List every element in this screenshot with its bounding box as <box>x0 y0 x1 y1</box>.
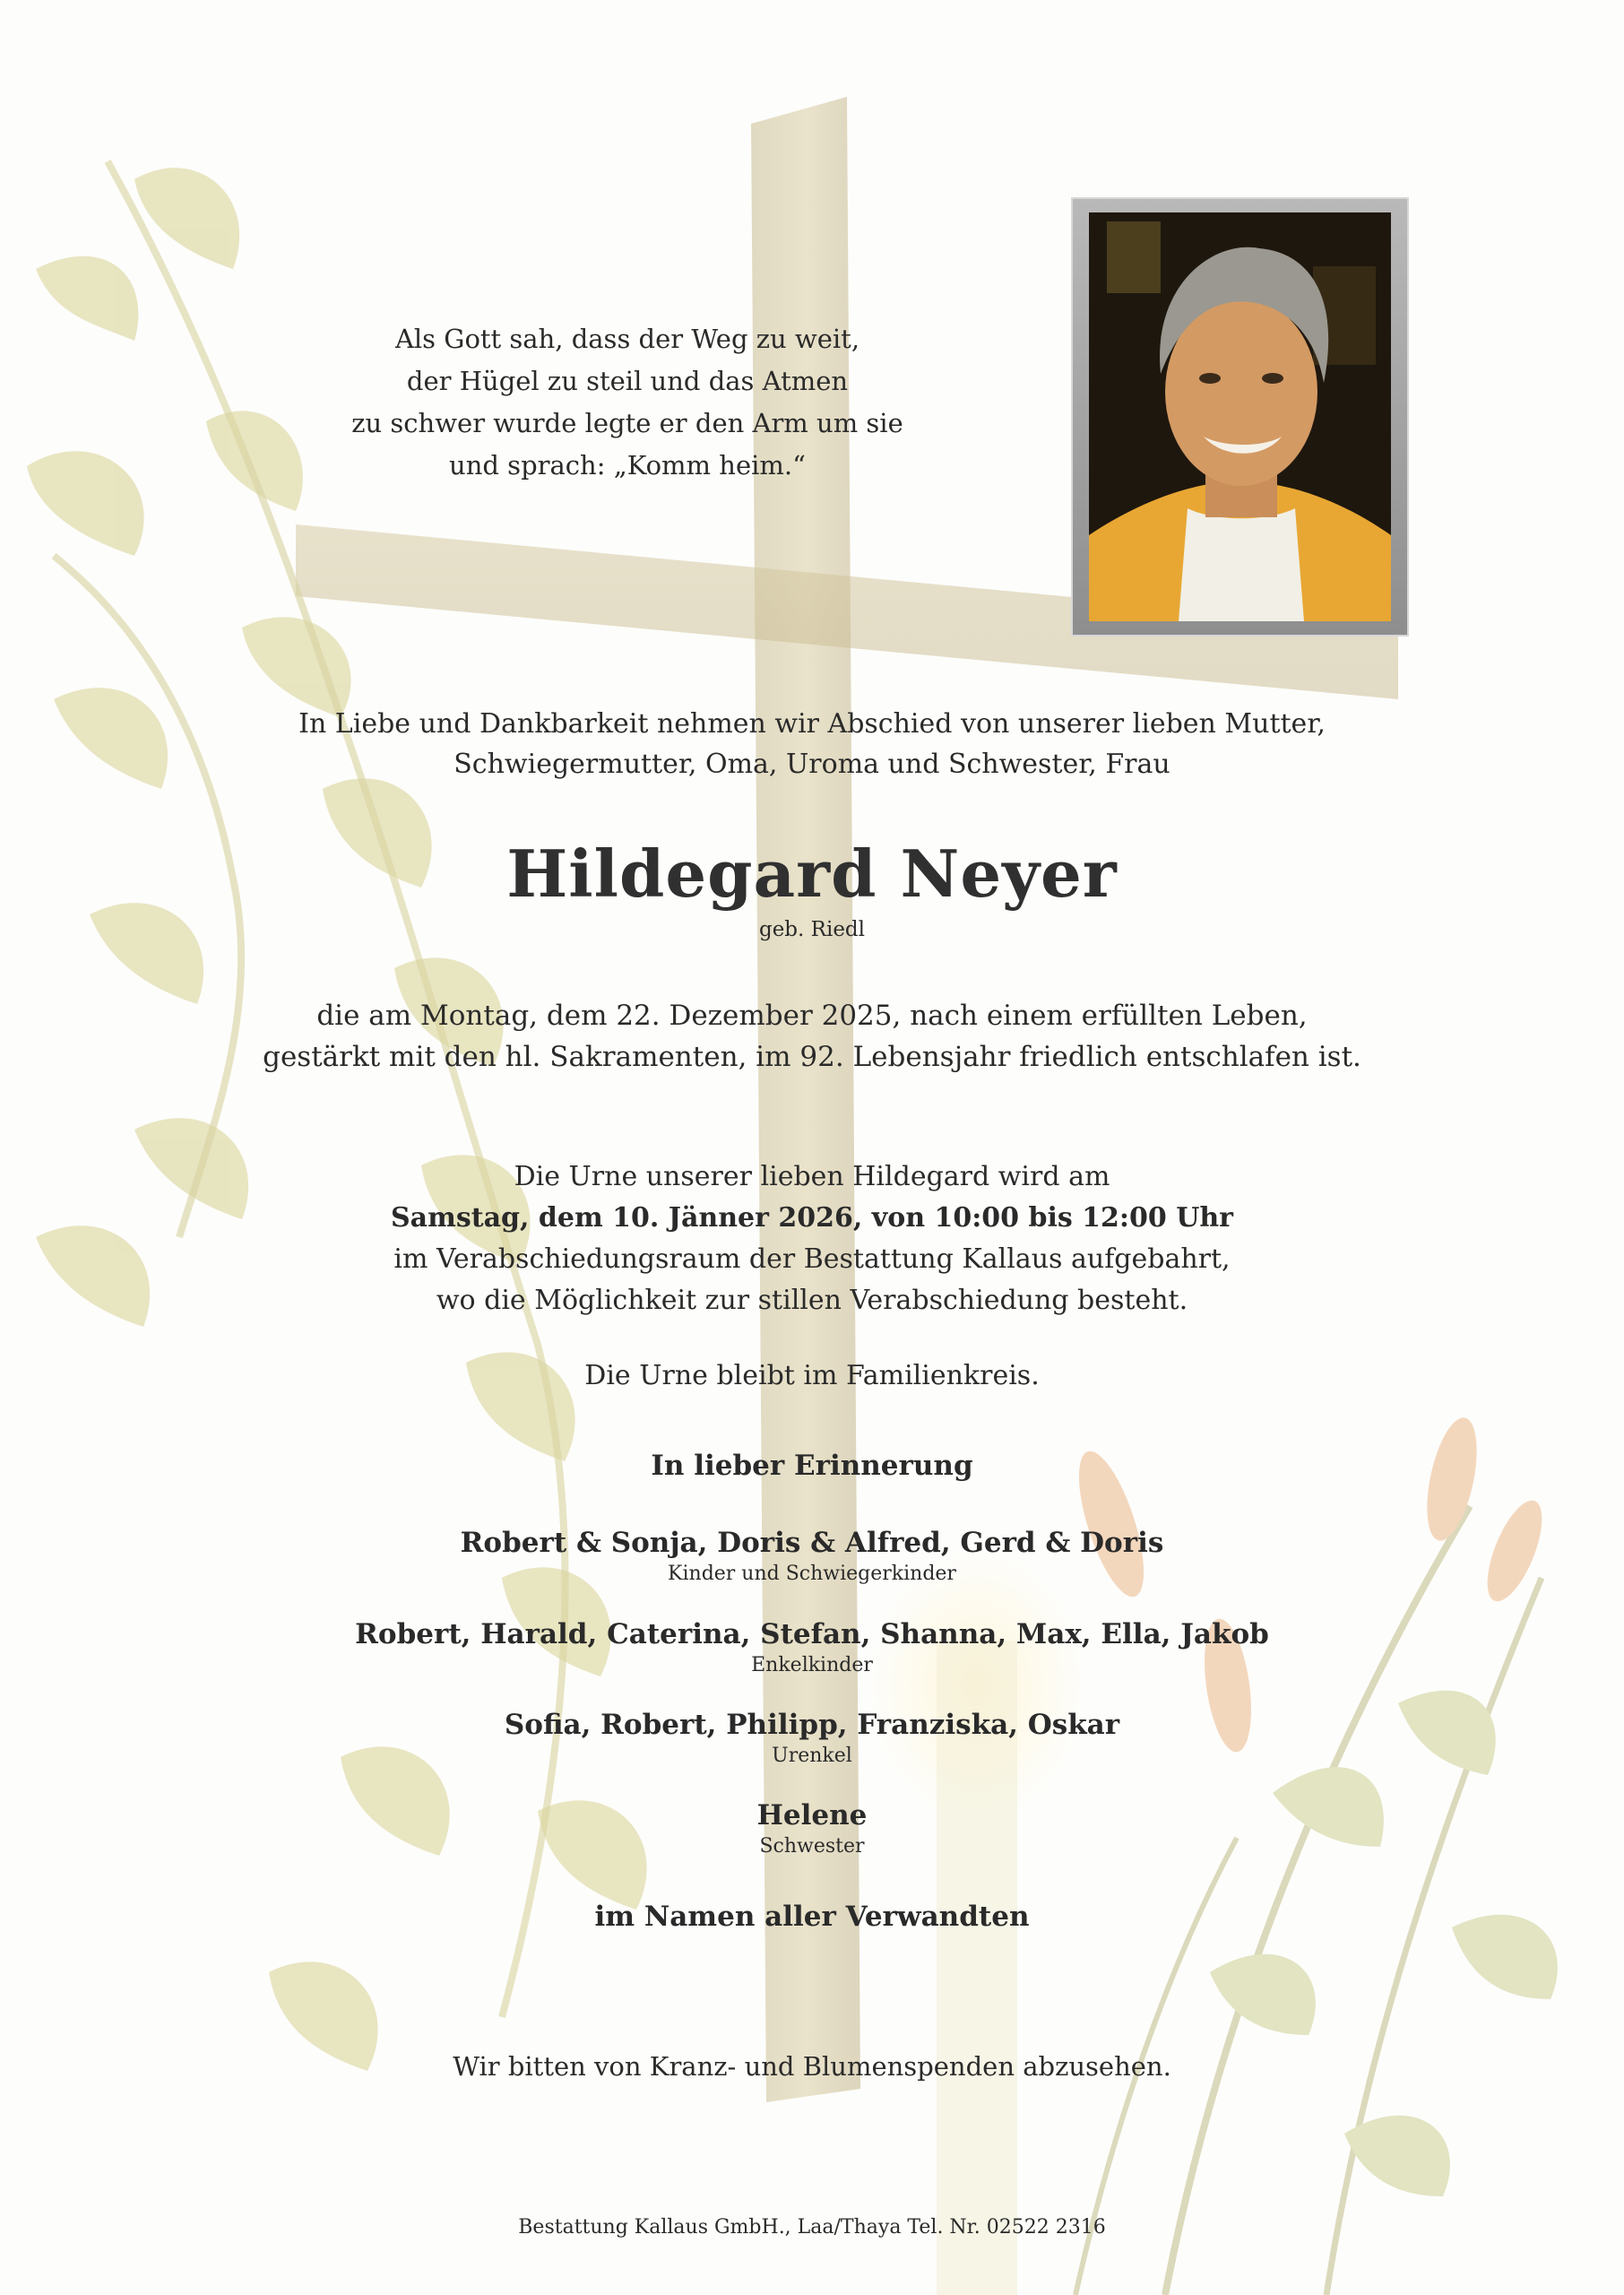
mourner-role: Schwester <box>759 1835 865 1858</box>
donation-request: Wir bitten von Kranz- und Blumenspenden abzusehen. <box>453 2051 1171 2082</box>
mourner-group <box>0 1797 1624 1859</box>
birth-name: geb. Riedl <box>758 918 866 941</box>
mourner-group <box>0 1615 1624 1678</box>
death-notice-line: die am Montag, dem 22. Dezember 2025, nach einem erfüllten Leben, <box>316 1000 1308 1032</box>
mourner-role: Enkelkinder <box>751 1654 873 1676</box>
portrait-photo <box>1089 212 1391 621</box>
mourner-group <box>0 1524 1624 1587</box>
poem <box>269 318 986 487</box>
mourner-names: Helene <box>756 1799 868 1832</box>
on-behalf-line: im Namen aller Verwandten <box>594 1901 1030 1933</box>
urn-line: Die Urne unserer lieben Hildegard wird am <box>514 1161 1110 1192</box>
mourner-names: Robert, Harald, Caterina, Stefan, Shanna, Max, Ella, Jakob <box>355 1618 1269 1650</box>
intro-line: In Liebe und Dankbarkeit nehmen wir Abschied von unserer lieben Mutter, <box>298 708 1326 740</box>
poem-line: und sprach: „Komm heim.“ <box>449 450 806 481</box>
mourner-role: Kinder und Schwiegerkinder <box>668 1563 956 1585</box>
mourner-role: Urenkel <box>772 1745 852 1767</box>
intro-text <box>0 704 1624 784</box>
funeral-home-footer: Bestattung Kallaus GmbH., Laa/Thaya Tel. Nr. 02522 2316 <box>518 2216 1106 2239</box>
urn-line: im Verabschiedungsraum der Bestattung Kallaus aufgebahrt, <box>393 1243 1231 1275</box>
poem-line: Als Gott sah, dass der Weg zu weit, <box>394 324 860 354</box>
intro-line: Schwiegermutter, Oma, Uroma und Schwester, Frau <box>454 749 1170 780</box>
deceased-name: Hildegard Neyer <box>506 836 1118 912</box>
death-notice-line: gestärkt mit den hl. Sakramenten, im 92. Lebensjahr friedlich entschlafen ist. <box>263 1041 1361 1073</box>
poem-line: der Hügel zu steil und das Atmen <box>406 366 849 396</box>
urn-info <box>0 1156 1624 1321</box>
in-memory-heading: In lieber Erinnerung <box>651 1450 973 1482</box>
urn-line: wo die Möglichkeit zur stillen Verabschiedung besteht. <box>436 1285 1188 1316</box>
mourner-group <box>0 1706 1624 1769</box>
portrait-frame <box>1073 199 1407 635</box>
mourner-names: Sofia, Robert, Philipp, Franziska, Oskar <box>504 1709 1120 1741</box>
family-note: Die Urne bleibt im Familienkreis. <box>584 1360 1040 1391</box>
urn-date: Samstag, dem 10. Jänner 2026, von 10:00 bis 12:00 Uhr <box>391 1202 1233 1234</box>
mourner-names: Robert & Sonja, Doris & Alfred, Gerd & Doris <box>460 1527 1164 1559</box>
death-notice <box>0 995 1624 1078</box>
poem-line: zu schwer wurde legte er den Arm um sie <box>351 408 903 438</box>
